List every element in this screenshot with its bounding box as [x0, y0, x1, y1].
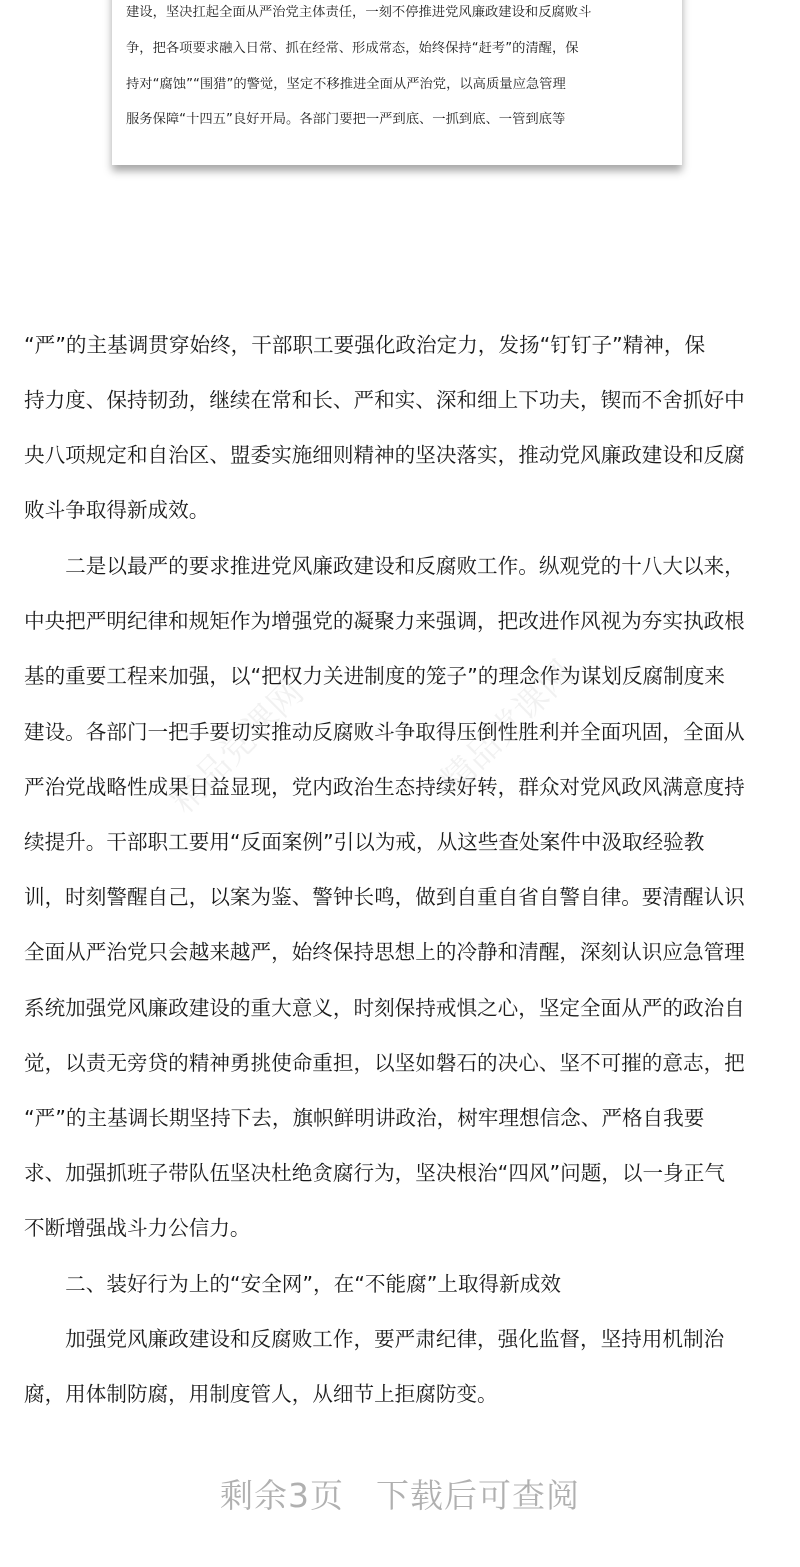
body-line: 训，时刻警醒自己，以案为鉴、警钟长鸣，做到自重自省自警自律。要清醒认识 [24, 885, 745, 909]
download-hint-label: 下载后可查阅 [376, 1476, 580, 1515]
watermark: 精品党课网 [163, 672, 312, 822]
body-line: 央八项规定和自治区、盟委实施细则精神的坚决落实，推动党风廉政建设和反腐 [24, 443, 745, 467]
body-line: 系统加强党风廉政建设的重大意义，时刻保持戒惧之心，坚定全面从严的政治自 [24, 996, 745, 1020]
watermark: 精品党课网 [433, 652, 582, 802]
body-line: 败斗争取得新成效。 [24, 498, 210, 522]
body-line: 基的重要工程来加强，以“把权力关进制度的笼子”的理念作为谋划反腐制度来 [24, 664, 725, 688]
body-line: 二是以最严的要求推进党风廉政建设和反腐败工作。纵观党的十八大以来， [24, 554, 745, 578]
body-line: 中央把严明纪律和规矩作为增强党的凝聚力来强调，把改进作风视为夯实执政根 [24, 609, 745, 633]
body-line: 持力度、保持韧劲，继续在常和长、严和实、深和细上下功夫，锲而不舍抓好中 [24, 388, 745, 412]
remaining-pages-label: 剩余3页 [220, 1476, 344, 1515]
body-line: “严”的主基调长期坚持下去，旗帜鲜明讲政治，树牢理想信念、严格自我要 [24, 1106, 705, 1130]
card-line: 服务保障“十四五”良好开局。各部门要把一严到底、一抓到底、一管到底等 [126, 112, 566, 127]
preview-card [112, 0, 682, 165]
card-line: 争，把各项要求融入日常、抓在经常、形成常态，始终保持“赶考”的清醒，保 [126, 41, 579, 56]
body-line: 不断增强战斗力公信力。 [24, 1216, 251, 1240]
body-line: 腐，用体制防腐，用制度管人，从细节上拒腐防变。 [24, 1382, 498, 1406]
card-line: 建设，坚决扛起全面从严治党主体责任，一刻不停推进党风廉政建设和反腐败斗 [126, 5, 592, 20]
download-prompt[interactable] [0, 1470, 800, 1517]
body-line: 加强党风廉政建设和反腐败工作，要严肃纪律，强化监督，坚持用机制治 [24, 1327, 725, 1351]
body-line: 求、加强抓班子带队伍坚决杜绝贪腐行为，坚决根治“四风”问题，以一身正气 [24, 1161, 725, 1185]
body-line: 续提升。干部职工要用“反面案例”引以为戒，从这些查处案件中汲取经验教 [24, 830, 705, 854]
body-line: 严治党战略性成果日益显现，党内政治生态持续好转，群众对党风政风满意度持 [24, 775, 745, 799]
body-line: 二、装好行为上的“安全网”，在“不能腐”上取得新成效 [24, 1272, 561, 1296]
body-line: “严”的主基调贯穿始终，干部职工要强化政治定力，发扬“钉钉子”精神，保 [24, 333, 706, 357]
body-line: 全面从严治党只会越来越严，始终保持思想上的冷静和清醒，深刻认识应急管理 [24, 940, 745, 964]
body-line: 建设。各部门一把手要切实推动反腐败斗争取得压倒性胜利并全面巩固，全面从 [24, 720, 745, 744]
body-line: 觉，以责无旁贷的精神勇挑使命重担，以坚如磐石的决心、坚不可摧的意志，把 [24, 1051, 745, 1075]
card-line: 持对“腐蚀”“围猎”的警觉，坚定不移推进全面从严治党，以高质量应急管理 [126, 77, 566, 92]
